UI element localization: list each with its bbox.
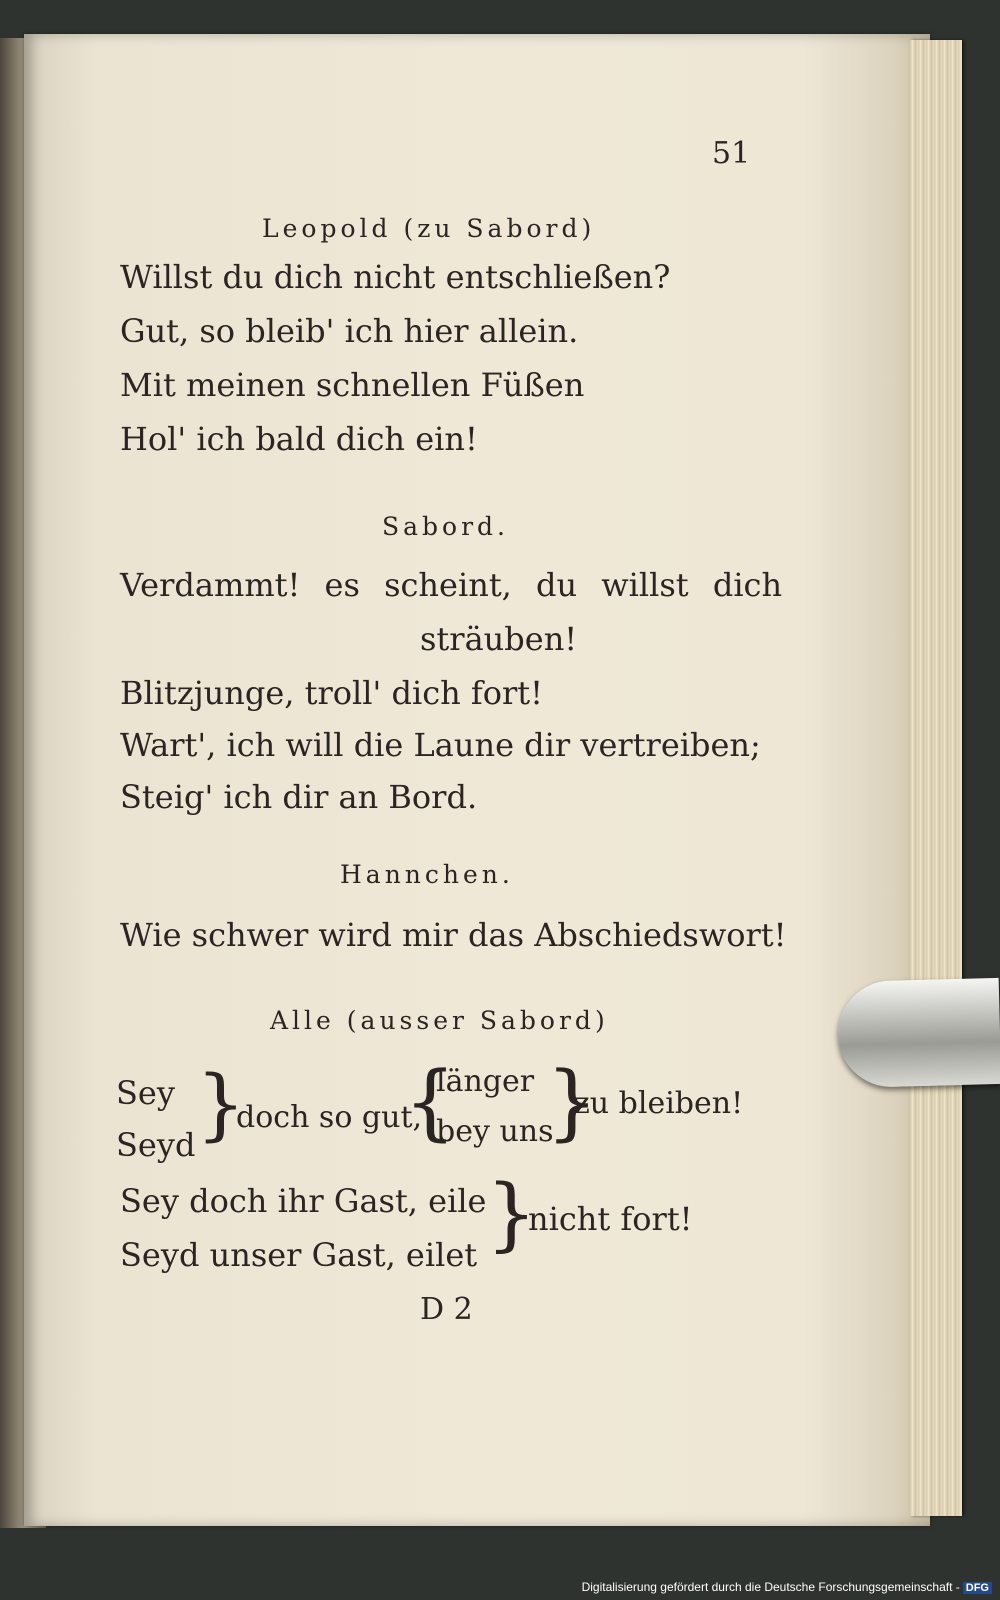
- chorus-seyd-unser: Seyd unser Gast, eilet: [120, 1236, 478, 1274]
- opening-brace: {: [404, 1055, 457, 1150]
- verse-line: Wie schwer wird mir das Abschiedswort!: [120, 916, 787, 954]
- closing-brace: }: [486, 1167, 537, 1260]
- page-holder-clip: [837, 978, 1000, 1088]
- speaker-alle: Alle (ausser Sabord): [270, 1006, 609, 1035]
- verse-line: Blitzjunge, troll' dich fort!: [120, 674, 544, 712]
- verse-line: Steig' ich dir an Bord.: [120, 778, 478, 816]
- chorus-nicht-fort: nicht fort!: [528, 1200, 693, 1238]
- chorus-bey-uns: bey uns: [436, 1114, 554, 1149]
- chorus-seyd: Seyd: [116, 1126, 196, 1164]
- chorus-sey: Sey: [116, 1074, 175, 1112]
- page-number: 51: [712, 136, 751, 171]
- footer-text: Digitalisierung gefördert durch die Deutsche Forschungsgemeinschaft -: [581, 1580, 960, 1594]
- chorus-zu-bleiben: zu bleiben!: [574, 1086, 744, 1121]
- dfg-logo: DFG: [963, 1582, 992, 1594]
- speaker-hannchen: Hannchen.: [340, 860, 514, 889]
- page-stack-edge: [910, 40, 962, 1516]
- closing-brace: }: [196, 1060, 246, 1150]
- signature-mark: D 2: [420, 1292, 473, 1327]
- footer-credit: [582, 1580, 992, 1594]
- verse-line: Willst du dich nicht entschließen?: [120, 258, 671, 296]
- chorus-laenger: länger: [436, 1064, 535, 1099]
- verse-line: Mit meinen schnellen Füßen: [120, 366, 585, 404]
- chorus-doch-so-gut: doch so gut,: [236, 1100, 423, 1135]
- verse-line-continuation: sträuben!: [420, 620, 578, 658]
- verse-line: Wart', ich will die Laune dir vertreiben;: [120, 726, 761, 764]
- verse-line: Gut, so bleib' ich hier allein.: [120, 312, 579, 350]
- closing-brace: }: [546, 1055, 599, 1150]
- verse-line: Hol' ich bald dich ein!: [120, 420, 478, 458]
- speaker-leopold: Leopold (zu Sabord): [262, 214, 596, 243]
- chorus-sey-doch: Sey doch ihr Gast, eile: [120, 1182, 487, 1220]
- speaker-sabord: Sabord.: [382, 512, 509, 541]
- verse-line: Verdammt! es scheint, du willst dich: [120, 566, 783, 604]
